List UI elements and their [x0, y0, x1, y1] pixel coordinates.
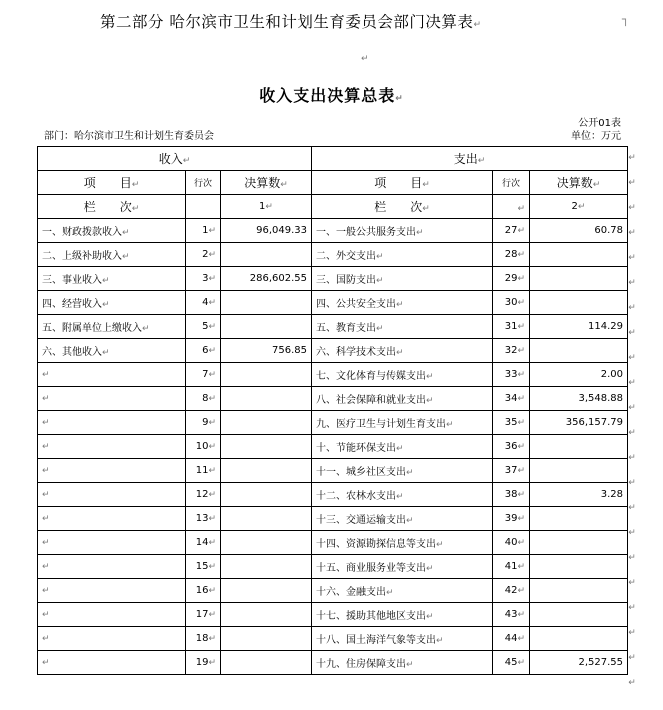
- expense-item-cell: 十二、农林水支出↵: [312, 483, 493, 507]
- income-column-blank: [186, 195, 221, 219]
- income-item-cell: ↵: [38, 651, 186, 675]
- income-item-cell: ↵: [38, 627, 186, 651]
- expense-item-cell: 十三、交通运输支出↵: [312, 507, 493, 531]
- income-amount-cell: [221, 627, 312, 651]
- department-label: 部门：哈尔滨市卫生和计划生育委员会: [44, 131, 214, 142]
- expense-row-no-cell: 33↵: [493, 363, 530, 387]
- income-amount-header: 决算数↵: [221, 171, 312, 195]
- expense-row-no-cell: 31↵: [493, 315, 530, 339]
- expense-amount-cell: 2.00: [530, 363, 628, 387]
- income-row-no-cell: 15↵: [186, 555, 221, 579]
- expense-row-no-cell: 32↵: [493, 339, 530, 363]
- document-title: 第二部分 哈尔滨市卫生和计划生育委员会部门决算表↵: [100, 13, 482, 31]
- income-item-cell: 二、上级补助收入↵: [38, 243, 186, 267]
- row-end-mark: ↵: [628, 478, 636, 488]
- expense-amount-cell: 2,527.55: [530, 651, 628, 675]
- expense-item-cell: 十一、城乡社区支出↵: [312, 459, 493, 483]
- expense-amount-cell: [530, 531, 628, 555]
- income-row-no-cell: 3↵: [186, 267, 221, 291]
- income-row-no-cell: 13↵: [186, 507, 221, 531]
- income-item-cell: ↵: [38, 555, 186, 579]
- row-end-mark: ↵: [628, 553, 636, 563]
- expense-column-blank: ↵: [493, 195, 530, 219]
- expense-item-cell: 一、一般公共服务支出↵: [312, 219, 493, 243]
- row-end-mark: ↵: [628, 253, 636, 263]
- income-amount-cell: [221, 579, 312, 603]
- income-row-no-cell: 10↵: [186, 435, 221, 459]
- table-row: [38, 363, 628, 387]
- income-row-no-cell: 17↵: [186, 603, 221, 627]
- expense-item-cell: 十、节能环保支出↵: [312, 435, 493, 459]
- expense-row-no-cell: 38↵: [493, 483, 530, 507]
- income-item-cell: ↵: [38, 435, 186, 459]
- income-amount-cell: [221, 387, 312, 411]
- expense-amount-cell: [530, 507, 628, 531]
- expense-row-no-header: 行次: [493, 171, 530, 195]
- expense-item-cell: 十五、商业服务业等支出↵: [312, 555, 493, 579]
- table-row: [38, 651, 628, 675]
- income-item-cell: 三、事业收入↵: [38, 267, 186, 291]
- table-row: [38, 603, 628, 627]
- income-row-no-cell: 16↵: [186, 579, 221, 603]
- income-amount-cell: [221, 483, 312, 507]
- income-amount-cell: 96,049.33: [221, 219, 312, 243]
- paragraph-mark: ↵: [361, 54, 369, 64]
- income-amount-cell: [221, 315, 312, 339]
- row-end-mark: ↵: [628, 603, 636, 613]
- expense-row-no-cell: 42↵: [493, 579, 530, 603]
- expense-row-no-cell: 44↵: [493, 627, 530, 651]
- row-end-mark: ↵: [628, 503, 636, 513]
- column-header-row: [38, 171, 628, 195]
- income-item-cell: 一、财政拨款收入↵: [38, 219, 186, 243]
- row-end-mark: ↵: [628, 328, 636, 338]
- row-end-mark: ↵: [628, 578, 636, 588]
- income-item-cell: ↵: [38, 507, 186, 531]
- expense-row-no-cell: 41↵: [493, 555, 530, 579]
- expense-item-cell: 十六、金融支出↵: [312, 579, 493, 603]
- table-row: [38, 459, 628, 483]
- expense-amount-cell: [530, 267, 628, 291]
- expense-row-no-cell: 45↵: [493, 651, 530, 675]
- expense-column-label: 栏 次↵: [312, 195, 493, 219]
- expense-row-no-cell: 39↵: [493, 507, 530, 531]
- income-amount-cell: [221, 459, 312, 483]
- row-end-mark: ↵: [628, 178, 636, 188]
- column-index-row: [38, 195, 628, 219]
- expense-item-cell: 十九、住房保障支出↵: [312, 651, 493, 675]
- income-row-no-cell: 19↵: [186, 651, 221, 675]
- table-title: 收入支出决算总表↵: [259, 86, 404, 105]
- expense-row-no-cell: 37↵: [493, 459, 530, 483]
- form-number: 公开01表: [578, 118, 621, 129]
- table-row: [38, 627, 628, 651]
- income-row-no-cell: 7↵: [186, 363, 221, 387]
- table-row: [38, 579, 628, 603]
- income-item-header: 项 目↵: [38, 171, 186, 195]
- expense-row-no-cell: 29↵: [493, 267, 530, 291]
- expense-row-no-cell: 40↵: [493, 531, 530, 555]
- income-amount-cell: [221, 411, 312, 435]
- expense-row-no-cell: 30↵: [493, 291, 530, 315]
- expense-item-cell: 八、社会保障和就业支出↵: [312, 387, 493, 411]
- income-row-no-header: 行次: [186, 171, 221, 195]
- income-amount-cell: [221, 603, 312, 627]
- expense-item-cell: 三、国防支出↵: [312, 267, 493, 291]
- income-item-cell: 六、其他收入↵: [38, 339, 186, 363]
- expense-item-cell: 四、公共安全支出↵: [312, 291, 493, 315]
- income-row-no-cell: 9↵: [186, 411, 221, 435]
- expense-item-header: 项 目↵: [312, 171, 493, 195]
- income-amount-cell: [221, 243, 312, 267]
- table-row: [38, 531, 628, 555]
- expense-row-no-cell: 27↵: [493, 219, 530, 243]
- row-end-mark: ↵: [628, 378, 636, 388]
- expense-row-no-cell: 43↵: [493, 603, 530, 627]
- row-end-mark: ↵: [628, 403, 636, 413]
- expense-amount-cell: 60.78: [530, 219, 628, 243]
- row-end-mark: ↵: [628, 628, 636, 638]
- row-end-mark: ↵: [628, 228, 636, 238]
- expense-amount-cell: [530, 555, 628, 579]
- income-item-cell: ↵: [38, 483, 186, 507]
- expense-amount-cell: [530, 579, 628, 603]
- income-row-no-cell: 5↵: [186, 315, 221, 339]
- row-end-mark: ↵: [628, 678, 636, 688]
- table-row: [38, 219, 628, 243]
- expense-item-cell: 六、科学技术支出↵: [312, 339, 493, 363]
- table-row: [38, 435, 628, 459]
- expense-item-cell: 五、教育支出↵: [312, 315, 493, 339]
- expense-amount-cell: [530, 435, 628, 459]
- row-end-mark: ↵: [628, 353, 636, 363]
- income-amount-cell: [221, 507, 312, 531]
- row-end-mark: ↵: [628, 453, 636, 463]
- row-end-marks: [626, 146, 638, 696]
- row-end-mark: ↵: [628, 528, 636, 538]
- income-row-no-cell: 2↵: [186, 243, 221, 267]
- income-amount-cell: 756.85: [221, 339, 312, 363]
- row-end-mark: ↵: [628, 153, 636, 163]
- income-row-no-cell: 12↵: [186, 483, 221, 507]
- row-end-mark: ↵: [628, 203, 636, 213]
- income-amount-cell: [221, 291, 312, 315]
- expense-amount-cell: 3.28: [530, 483, 628, 507]
- table-row: [38, 387, 628, 411]
- expense-amount-cell: [530, 339, 628, 363]
- expense-column-number: 2↵: [530, 195, 628, 219]
- income-amount-cell: [221, 651, 312, 675]
- table-row: [38, 267, 628, 291]
- table-row: [38, 555, 628, 579]
- income-item-cell: 四、经营收入↵: [38, 291, 186, 315]
- income-column-number: 1↵: [221, 195, 312, 219]
- row-end-mark: ↵: [628, 303, 636, 313]
- expense-item-cell: 七、文化体育与传媒支出↵: [312, 363, 493, 387]
- income-amount-cell: [221, 531, 312, 555]
- income-item-cell: ↵: [38, 411, 186, 435]
- income-item-cell: ↵: [38, 387, 186, 411]
- income-column-label: 栏 次↵: [38, 195, 186, 219]
- expense-amount-cell: 356,157.79: [530, 411, 628, 435]
- income-section-header: 收入↵: [38, 147, 312, 171]
- expense-row-no-cell: 28↵: [493, 243, 530, 267]
- income-item-cell: ↵: [38, 459, 186, 483]
- income-item-cell: ↵: [38, 531, 186, 555]
- expense-item-cell: 十八、国土海洋气象等支出↵: [312, 627, 493, 651]
- table-row: [38, 507, 628, 531]
- expense-row-no-cell: 36↵: [493, 435, 530, 459]
- income-row-no-cell: 14↵: [186, 531, 221, 555]
- expense-amount-header: 决算数↵: [530, 171, 628, 195]
- expense-amount-cell: [530, 603, 628, 627]
- row-end-mark: ↵: [628, 428, 636, 438]
- income-amount-cell: [221, 435, 312, 459]
- table-row: [38, 339, 628, 363]
- income-expense-table: [37, 146, 628, 675]
- income-row-no-cell: 1↵: [186, 219, 221, 243]
- expense-amount-cell: 3,548.88: [530, 387, 628, 411]
- income-item-cell: ↵: [38, 363, 186, 387]
- income-item-cell: ↵: [38, 603, 186, 627]
- table-row: [38, 291, 628, 315]
- unit-label: 单位：万元: [571, 131, 621, 142]
- income-item-cell: 五、附属单位上缴收入↵: [38, 315, 186, 339]
- expense-item-cell: 十七、援助其他地区支出↵: [312, 603, 493, 627]
- corner-mark: ┐: [622, 12, 630, 26]
- expense-amount-cell: [530, 291, 628, 315]
- income-row-no-cell: 4↵: [186, 291, 221, 315]
- income-row-no-cell: 18↵: [186, 627, 221, 651]
- table-row: [38, 411, 628, 435]
- expense-amount-cell: 114.29: [530, 315, 628, 339]
- income-row-no-cell: 11↵: [186, 459, 221, 483]
- income-amount-cell: 286,602.55: [221, 267, 312, 291]
- table-row: [38, 243, 628, 267]
- expense-row-no-cell: 35↵: [493, 411, 530, 435]
- expense-row-no-cell: 34↵: [493, 387, 530, 411]
- row-end-mark: ↵: [628, 278, 636, 288]
- expense-item-cell: 二、外交支出↵: [312, 243, 493, 267]
- expense-amount-cell: [530, 459, 628, 483]
- income-item-cell: ↵: [38, 579, 186, 603]
- income-row-no-cell: 8↵: [186, 387, 221, 411]
- income-row-no-cell: 6↵: [186, 339, 221, 363]
- expense-amount-cell: [530, 243, 628, 267]
- table-row: [38, 483, 628, 507]
- expense-item-cell: 十四、资源勘探信息等支出↵: [312, 531, 493, 555]
- income-amount-cell: [221, 363, 312, 387]
- section-header-row: [38, 147, 628, 171]
- expense-item-cell: 九、医疗卫生与计划生育支出↵: [312, 411, 493, 435]
- expense-amount-cell: [530, 627, 628, 651]
- expense-section-header: 支出↵: [312, 147, 628, 171]
- income-amount-cell: [221, 555, 312, 579]
- row-end-mark: ↵: [628, 653, 636, 663]
- table-row: [38, 315, 628, 339]
